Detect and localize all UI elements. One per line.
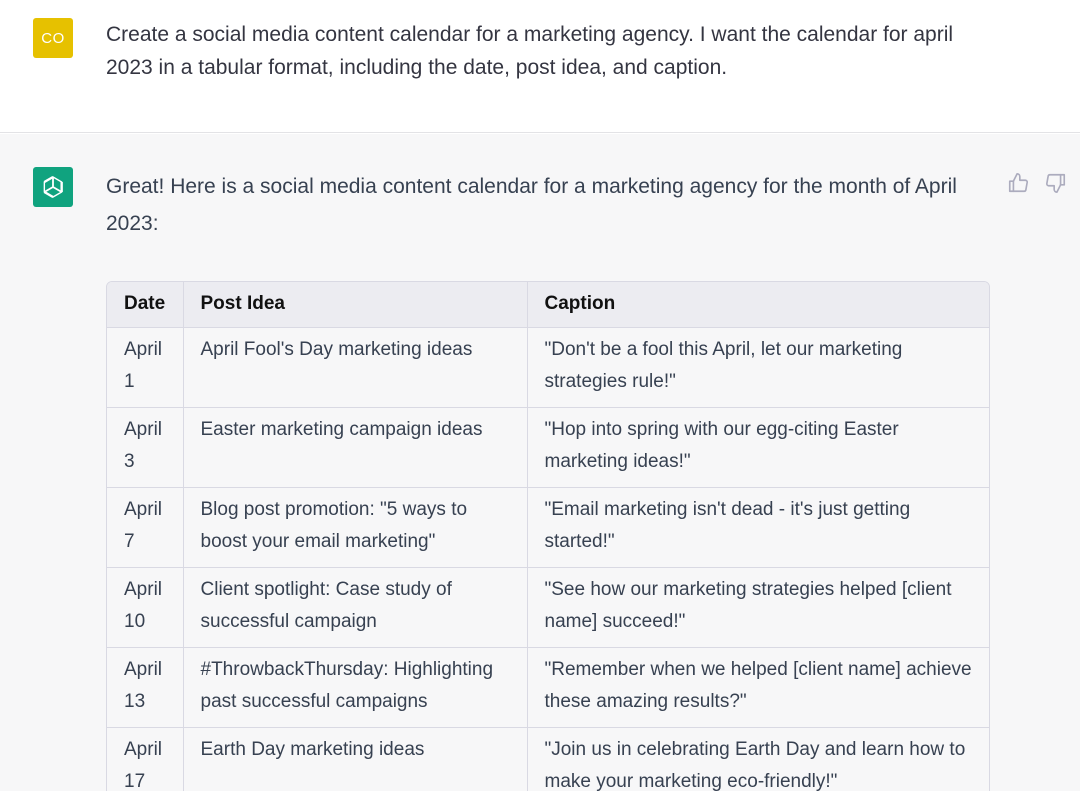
- caption-cell: "Don't be a fool this April, let our marketing strategies rule!": [527, 327, 990, 407]
- date-cell: April 7: [107, 487, 183, 567]
- table-row: [107, 567, 990, 647]
- content-calendar-table: [106, 281, 990, 791]
- table-header-row: [107, 282, 990, 327]
- thumbs-up-icon[interactable]: [1006, 171, 1030, 195]
- date-cell: April 3: [107, 407, 183, 487]
- assistant-message: [0, 134, 1080, 791]
- caption-cell: "Remember when we helped [client name] achieve these amazing results?": [527, 647, 990, 727]
- caption-cell: "Email marketing isn't dead - it's just getting started!": [527, 487, 990, 567]
- user-message: [0, 0, 1080, 133]
- assistant-intro-text: Great! Here is a social media content calendar for a marketing agency for the month of April 2023:: [106, 175, 957, 235]
- table-row: [107, 327, 990, 407]
- post-idea-cell: Earth Day marketing ideas: [183, 727, 527, 791]
- post-idea-cell: Client spotlight: Case study of successful campaign: [183, 567, 527, 647]
- openai-logo-icon: [33, 167, 73, 207]
- table-row: [107, 407, 990, 487]
- table-row: [107, 487, 990, 567]
- user-message-text: Create a social media content calendar for a marketing agency. I want the calendar for april 2023 in a tabular format, including the date, post idea, and caption.: [106, 23, 954, 79]
- date-cell: April 13: [107, 647, 183, 727]
- post-idea-cell: Easter marketing campaign ideas: [183, 407, 527, 487]
- caption-cell: "Hop into spring with our egg-citing Easter marketing ideas!": [527, 407, 990, 487]
- date-cell: April 1: [107, 327, 183, 407]
- date-cell: April 10: [107, 567, 183, 647]
- user-avatar: CO: [33, 18, 73, 58]
- post-idea-cell: #ThrowbackThursday: Highlighting past successful campaigns: [183, 647, 527, 727]
- post-idea-cell: April Fool's Day marketing ideas: [183, 327, 527, 407]
- column-header-post-idea: Post Idea: [183, 282, 527, 327]
- column-header-caption: Caption: [527, 282, 990, 327]
- post-idea-cell: Blog post promotion: "5 ways to boost your email marketing": [183, 487, 527, 567]
- thumbs-down-icon[interactable]: [1044, 171, 1068, 195]
- caption-cell: "Join us in celebrating Earth Day and learn how to make your marketing eco-friendly!": [527, 727, 990, 791]
- column-header-date: Date: [107, 282, 183, 327]
- date-cell: April 17: [107, 727, 183, 791]
- table-row: [107, 727, 990, 791]
- caption-cell: "See how our marketing strategies helped [client name] succeed!": [527, 567, 990, 647]
- table-row: [107, 647, 990, 727]
